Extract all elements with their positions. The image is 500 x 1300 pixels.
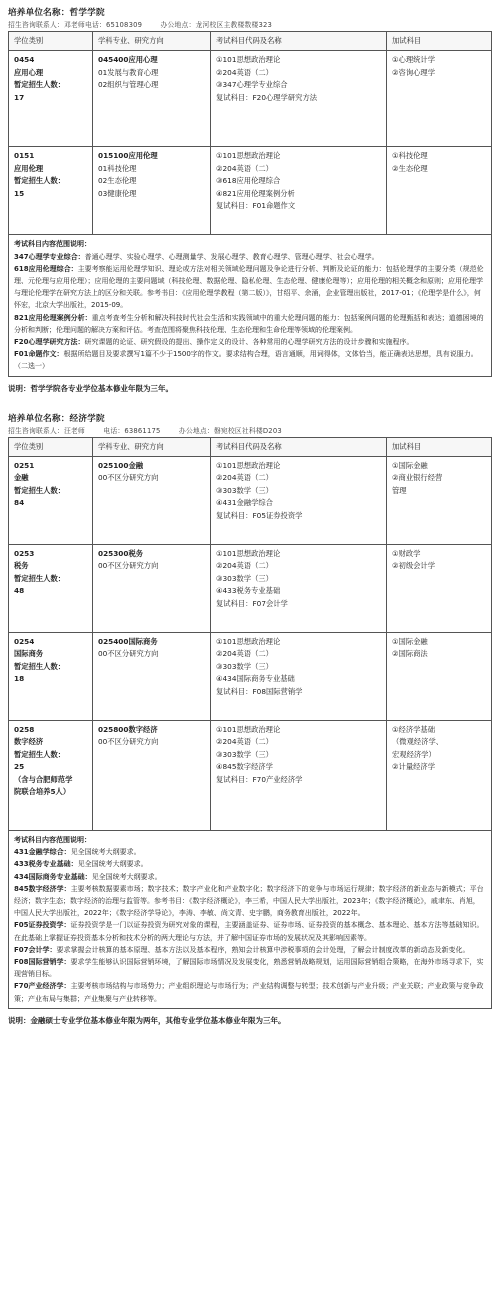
- enrollment-count: 17: [14, 92, 25, 102]
- exam-subject: ③618应用伦理综合: [216, 176, 281, 186]
- note-item: [14, 944, 486, 956]
- enrollment-note: 院联合培养5人）: [14, 787, 71, 797]
- extra-subject: （微观经济学、: [392, 737, 444, 747]
- degree-name: 税务: [14, 561, 29, 571]
- degree-category-cell: [9, 51, 93, 147]
- enrollment-label: 暂定招生人数：: [14, 176, 66, 186]
- program-table: [8, 31, 492, 377]
- major-cell: [93, 721, 211, 831]
- retest-subject: 复试科目：F01命题作文: [216, 201, 296, 211]
- research-direction: 03健康伦理: [98, 188, 137, 198]
- exam-cell: [211, 147, 387, 235]
- note-text: 主要考察能运用伦理学知识、理论或方法对相关领域伦理问题及争论进行分析、判断及论证的能力：包括伦理学的主要分类（规范伦理、元伦理与应用伦理）；应用伦理的主要问题域（科技伦理、数据伦理、隐私伦理、生态伦理、健康伦理等）；应用伦理的相关概念和原则；应用伦理学与理论伦理学在研究方法上的区分和关联。参考书目：《应用伦理学教程（第二版）》，甘绍平、余涌，企业管理出版社，2017-01；《伦理学是什么》，何怀宏，北京大学出版社，2015-09。: [14, 264, 484, 310]
- extra-subject: ②生态伦理: [392, 163, 428, 173]
- note-item: [14, 312, 486, 336]
- note-text: 要求掌握会计核算的基本原理、基本方法以及基本程序，熟知会计核算中涉税事项的会计处理，了解会计制度改革的新动态及新变化。: [56, 945, 470, 954]
- exam-cell: [211, 721, 387, 831]
- degree-category-cell: [9, 545, 93, 633]
- research-direction: 00不区分研究方向: [98, 737, 159, 747]
- unit-title: 培养单位名称：哲学学院: [8, 8, 105, 18]
- table-header-row: [9, 437, 492, 456]
- contact-info: [8, 425, 492, 435]
- major-name: 025800数字经济: [98, 725, 158, 735]
- retest-subject: 复试科目：F08国际营销学: [216, 686, 303, 696]
- extra-subject: 管理: [392, 485, 407, 495]
- header-exam-subjects: 考试科目代码及名称: [211, 437, 387, 456]
- extra-subject: ②国际商法: [392, 649, 428, 659]
- note-item: [14, 883, 486, 920]
- table-row: [9, 51, 492, 147]
- degree-code: 0251: [14, 461, 35, 471]
- exam-subject: ②204英语（二）: [216, 163, 273, 173]
- major-name: 025400国际商务: [98, 637, 158, 647]
- exam-subject: ①101思想政治理论: [216, 461, 281, 471]
- note-lead: 618应用伦理综合：: [14, 264, 78, 273]
- extra-subject: 宏观经济学）: [392, 749, 436, 759]
- note-item: [14, 858, 486, 870]
- research-direction: 01发展与教育心理: [98, 67, 159, 77]
- exam-subject: ④431金融学综合: [216, 498, 273, 508]
- research-direction: 02生态伦理: [98, 176, 137, 186]
- note-lead: F07会计学：: [14, 945, 57, 954]
- extra-subject: ①国际金融: [392, 461, 428, 471]
- major-cell: [93, 545, 211, 633]
- degree-category-cell: [9, 633, 93, 721]
- exam-subject: ③303数学（三）: [216, 749, 273, 759]
- notes-title: 考试科目内容范围说明：: [14, 240, 91, 249]
- degree-code: 0454: [14, 55, 35, 65]
- extra-cell: [387, 545, 492, 633]
- section-remark: 说明：金融硕士专业学位基本修业年限为两年，其他专业学位基本修业年限为三年。: [8, 1015, 286, 1025]
- major-name: 025100金融: [98, 461, 144, 471]
- degree-code: 0258: [14, 725, 35, 735]
- note-text: 证券投资学是一门以证券投资为研究对象的课程，主要涵盖证券、证券市场、证券投资的基本概念、基本理论、基本方法等基础知识。在此基础上掌握证券投资基本分析和技术分析的两大理论与方法，并了解中国证券市场的发展状况及其影响因素等。: [14, 921, 484, 942]
- extra-subject: ①科技伦理: [392, 151, 428, 161]
- major-name: 045400应用心理: [98, 55, 158, 65]
- note-lead: F01命题作文：: [14, 350, 64, 359]
- enrollment-count: 48: [14, 586, 25, 596]
- exam-subject: ①101思想政治理论: [216, 637, 281, 647]
- exam-subject: ①101思想政治理论: [216, 725, 281, 735]
- note-item: [14, 251, 486, 263]
- note-text: 研究课题的论证、研究假设的提出、操作定义的设计、各种常用的心理学研究方法的设计步骤和实施程序。: [84, 338, 414, 347]
- contact-person: 招生咨询联系人：邓老师电话：65108309: [8, 21, 143, 29]
- enrollment-count: 84: [14, 498, 25, 508]
- exam-subject: ②204英语（二）: [216, 561, 273, 571]
- note-text: 普通心理学、实验心理学、心理测量学、发展心理学、教育心理学、管理心理学、社会心理学。: [84, 252, 379, 261]
- note-lead: F05证券投资学：: [14, 921, 71, 930]
- exam-subject: ①101思想政治理论: [216, 151, 281, 161]
- program-table: [8, 437, 492, 1009]
- retest-subject: 复试科目：F70产业经济学: [216, 774, 303, 784]
- exam-subject: ②204英语（二）: [216, 473, 273, 483]
- note-lead: 347心理学专业综合：: [14, 252, 85, 261]
- note-text: 根据所给题目及要求撰写1篇不少于1500字的作文。要求结构合理，语言通顺，用词得体，文体恰当，能正确表达思想，具有说服力。（二选一）: [14, 350, 478, 371]
- exam-cell: [211, 51, 387, 147]
- major-name: 025300税务: [98, 549, 144, 559]
- extra-subject: ①心理统计学: [392, 55, 436, 65]
- table-row: [9, 545, 492, 633]
- note-text: 见全国统考大纲要求。: [77, 860, 148, 869]
- exam-cell: [211, 457, 387, 545]
- note-text: 主要考核数据要素市场；数字技术；数字产业化和产业数字化；数字经济下的竞争与市场运行规律；数字经济的新业态与新模式；平台经济；数字生态；数字经济的治理与监管等。参考书目：《数字经济概论》，李三希，中国人民大学出版社，2023年；《数字经济概论》，戚聿东、肖旭，中国人民大学出版社，2022年；《数字经济学导论》，李涛、李敏、尚文青、史宇鹏，商务教育出版社，2022年。: [14, 884, 484, 918]
- research-direction: 02组织与管理心理: [98, 80, 159, 90]
- table-row: [9, 633, 492, 721]
- note-item: [14, 956, 486, 980]
- exam-subject: ②204英语（二）: [216, 649, 273, 659]
- major-name: 015100应用伦理: [98, 151, 158, 161]
- note-item: [14, 919, 486, 943]
- research-direction: 00不区分研究方向: [98, 473, 159, 483]
- header-exam-subjects: 考试科目代码及名称: [211, 32, 387, 51]
- note-lead: F70产业经济学：: [14, 982, 71, 991]
- exam-subject: ①101思想政治理论: [216, 549, 281, 559]
- enrollment-label: 暂定招生人数：: [14, 485, 66, 495]
- note-item: [14, 871, 486, 883]
- contact-info: [8, 19, 492, 29]
- extra-cell: [387, 633, 492, 721]
- note-text: 要求学生能够认识国际营销环境，了解国际市场情况及发展变化，熟悉营销战略规划，运用国际营销组合策略，在海外市场寻求下，实现营销目标。: [14, 958, 484, 979]
- note-text: 见全国统考大纲要求。: [91, 872, 162, 881]
- degree-name: 应用伦理: [14, 163, 44, 173]
- degree-name: 金融: [14, 473, 29, 483]
- header-major-direction: 学科专业、研究方向: [93, 437, 211, 456]
- exam-subject: ④434国际商务专业基础: [216, 674, 295, 684]
- extra-subject: ①财政学: [392, 549, 421, 559]
- note-lead: 434国际商务专业基础：: [14, 872, 92, 881]
- header-degree-category: 学位类别: [9, 437, 93, 456]
- exam-subject: ④433税务专业基础: [216, 586, 281, 596]
- note-item: [14, 336, 486, 348]
- research-direction: 00不区分研究方向: [98, 649, 159, 659]
- major-cell: [93, 457, 211, 545]
- table-row: [9, 457, 492, 545]
- header-extra-subjects: 加试科目: [387, 32, 492, 51]
- retest-subject: 复试科目：F07会计学: [216, 598, 288, 608]
- note-text: 见全国统考大纲要求。: [70, 848, 141, 857]
- extra-cell: [387, 721, 492, 831]
- section-remark: 说明：哲学学院各专业学位基本修业年限为三年。: [8, 383, 173, 393]
- contact-phone: 电话：63861175: [103, 426, 161, 435]
- extra-cell: [387, 51, 492, 147]
- note-lead: F08国际营销学：: [14, 958, 71, 967]
- notes-cell: [9, 831, 492, 1009]
- degree-code: 0151: [14, 151, 35, 161]
- note-text: 重点考查考生分析和解决科技时代社会生活和实践领域中的重大伦理问题的能力：包括案例问题的伦理甄括和表达；道德困境的分析和判断；伦理问题的解决方案和评估。考查范围将聚焦科技伦理、生态伦理和生命伦理等领域的伦理案例。: [14, 313, 484, 334]
- notes-row: [9, 831, 492, 1009]
- exam-subject: ①101思想政治理论: [216, 55, 281, 65]
- enrollment-label: 暂定招生人数：: [14, 573, 66, 583]
- header-major-direction: 学科专业、研究方向: [93, 32, 211, 51]
- major-cell: [93, 147, 211, 235]
- contact-person: 招生咨询联系人：汪老师: [8, 426, 85, 435]
- office-location: 办公地点：磐宛校区社科楼D203: [178, 426, 282, 435]
- note-lead: F20心理学研究方法：: [14, 338, 85, 347]
- note-lead: 433税务专业基础：: [14, 860, 78, 869]
- research-direction: 01科技伦理: [98, 163, 137, 173]
- enrollment-label: 暂定招生人数：: [14, 749, 66, 759]
- exam-subject: ④821应用伦理案例分析: [216, 188, 295, 198]
- note-lead: 431金融学综合：: [14, 848, 71, 857]
- header-extra-subjects: 加试科目: [387, 437, 492, 456]
- extra-subject: ②初级会计学: [392, 561, 436, 571]
- exam-subject: ③347心理学专业综合: [216, 80, 288, 90]
- degree-category-cell: [9, 721, 93, 831]
- extra-cell: [387, 457, 492, 545]
- degree-category-cell: [9, 147, 93, 235]
- notes-cell: [9, 235, 492, 376]
- note-item: [14, 348, 486, 372]
- retest-subject: 复试科目：F20心理学研究方法: [216, 92, 318, 102]
- degree-name: 国际商务: [14, 649, 44, 659]
- research-direction: 00不区分研究方向: [98, 561, 159, 571]
- degree-category-cell: [9, 457, 93, 545]
- enrollment-label: 暂定招生人数：: [14, 661, 66, 671]
- exam-subject: ③303数学（三）: [216, 661, 273, 671]
- office-location: 办公地点：龙河校区主教楼数楼323: [160, 21, 273, 29]
- table-row: [9, 721, 492, 831]
- extra-subject: ②计量经济学: [392, 762, 436, 772]
- note-text: 主要考核市场结构与市场势力；产业组织理论与市场行为；产业结构调整与转型；技术创新与产业升级；产业关联；产业政策与竞争政策；产业布局与集群；产业集聚与产业转移等。: [14, 982, 484, 1003]
- notes-row: [9, 235, 492, 376]
- exam-subject: ④845数字经济学: [216, 762, 273, 772]
- enrollment-count: 18: [14, 674, 25, 684]
- extra-subject: ①经济学基础: [392, 725, 436, 735]
- exam-cell: [211, 545, 387, 633]
- note-lead: 821应用伦理案例分析：: [14, 313, 92, 322]
- notes-title: 考试科目内容范围说明：: [14, 836, 91, 845]
- extra-cell: [387, 147, 492, 235]
- enrollment-note: （含与合肥师范学: [14, 774, 73, 784]
- enrollment-label: 暂定招生人数：: [14, 80, 66, 90]
- exam-subject: ②204英语（二）: [216, 67, 273, 77]
- enrollment-count: 15: [14, 188, 25, 198]
- note-item: [14, 980, 486, 1004]
- note-lead: 845数字经济学：: [14, 884, 71, 893]
- exam-subject: ②204英语（二）: [216, 737, 273, 747]
- table-header-row: [9, 32, 492, 51]
- extra-subject: ①国际金融: [392, 637, 428, 647]
- degree-name: 数字经济: [14, 737, 44, 747]
- degree-code: 0253: [14, 549, 35, 559]
- major-cell: [93, 51, 211, 147]
- degree-name: 应用心理: [14, 67, 44, 77]
- table-row: [9, 147, 492, 235]
- exam-subject: ③303数学（三）: [216, 573, 273, 583]
- header-degree-category: 学位类别: [9, 32, 93, 51]
- enrollment-count: 25: [14, 762, 25, 772]
- extra-subject: ②咨询心理学: [392, 67, 436, 77]
- retest-subject: 复试科目：F05证券投资学: [216, 510, 303, 520]
- exam-cell: [211, 633, 387, 721]
- degree-code: 0254: [14, 637, 35, 647]
- major-cell: [93, 633, 211, 721]
- note-item: [14, 846, 486, 858]
- note-item: [14, 263, 486, 312]
- extra-subject: ②商业银行经营: [392, 473, 443, 483]
- unit-title: 培养单位名称：经济学院: [8, 413, 105, 424]
- exam-subject: ③303数学（三）: [216, 485, 273, 495]
